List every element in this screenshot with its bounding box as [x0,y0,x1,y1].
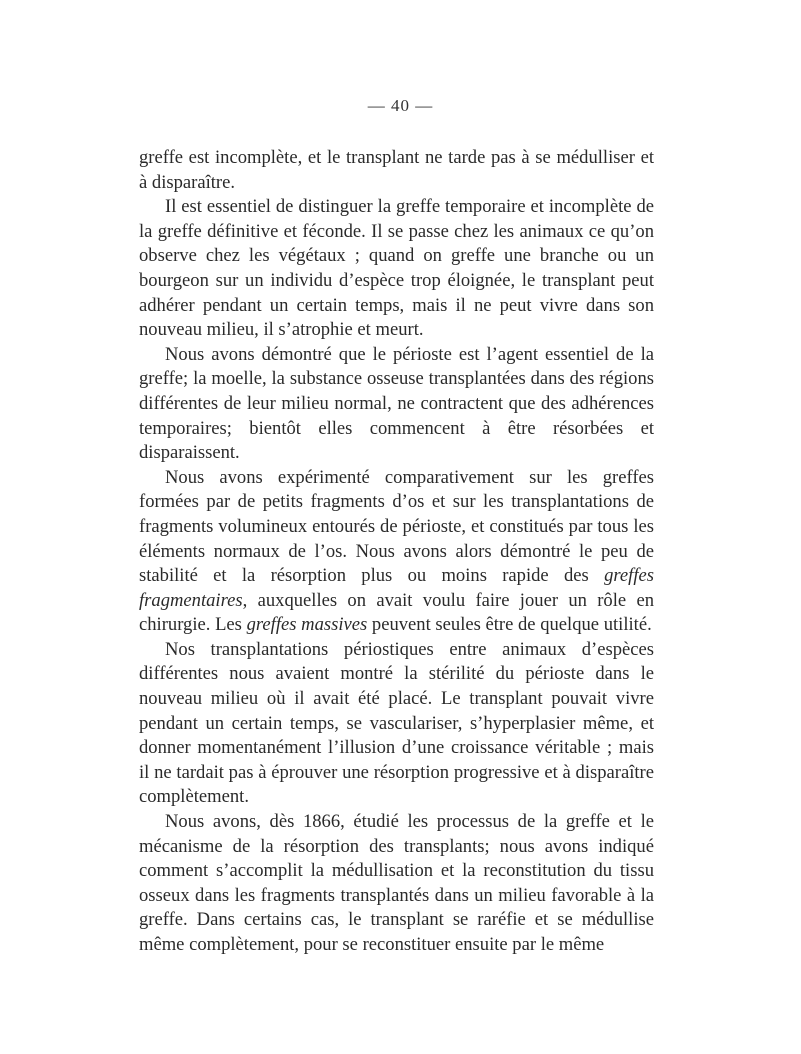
paragraph-2 [139,195,654,343]
italic-term-greffes-fragmentaires: greffes fragmentaires [139,565,654,611]
paragraph-text: Nous avons expérimenté comparativement sur les greffes formées par de petits fragments d’os et sur les transplantations de fragments volumineux entourés de périoste, et constitués par tous les éléments normaux de l’os. Nous avons alors démontré le peu de stabilité et la résorption plus ou moins rapide des [139,466,654,587]
paragraph-4 [139,466,654,638]
italic-term-greffes-massives: greffes massives [246,614,368,636]
page-number: — 40 — [367,96,434,115]
paragraph-text: , auxquelles on avait voulu faire jouer un rôle en chirurgie. Les [139,589,654,636]
paragraph-text: greffe est incomplète, et le transplant ne tarde pas à se médulliser et à disparaître. [139,147,654,193]
paragraph-1 [139,146,654,195]
paragraph-text: peuvent seules être de quelque utilité. [367,614,652,636]
paragraph-3 [139,343,654,466]
paragraph-6 [139,810,654,958]
paragraph-text: Il est essentiel de distinguer la greffe temporaire et incomplète de la greffe définitive et féconde. Il se passe chez les animaux ce qu’on observe chez les végétaux ; quand on greffe une branche ou un bourgeon sur un individu d’espèce trop éloignée, le transplant peut adhérer pendant un certain temps, mais il ne peut vivre dans son nouveau milieu, il s’atrophie et meurt. [139,196,654,341]
paragraph-text: Nos transplantations périostiques entre animaux d’espèces différentes nous avaient montré la stérilité du périoste dans le nouveau milieu où il avait été placé. Le transplant pouvait vivre pendant un certain temps, se vasculariser, s’hyperplasier même, et donner momentanément l’illusion d’une croissance véritable ; mais il ne tardait pas à éprouver une résorption progressive et à disparaître complètement. [139,638,654,808]
paragraph-5 [139,638,654,810]
paragraph-text: Nous avons démontré que le périoste est l’agent essentiel de la greffe; la moelle, la substance osseuse transplantées dans des régions différentes de leur milieu normal, ne contractent que des adhérences temporaires; bientôt elles commencent à être résorbées et disparaissent. [139,343,654,464]
body-text [139,146,654,958]
paragraph-text: Nous avons, dès 1866, étudié les processus de la greffe et le mécanisme de la résorption des transplants; nous avons indiqué comment s’accomplit la médullisation et la reconstitution du tissu osseux dans les fragments transplantés dans un milieu favorable à la greffe. Dans certains cas, le transplant se raréfie et se médullise même complètement, pour se reconstituer ensuite par le même [139,811,654,955]
